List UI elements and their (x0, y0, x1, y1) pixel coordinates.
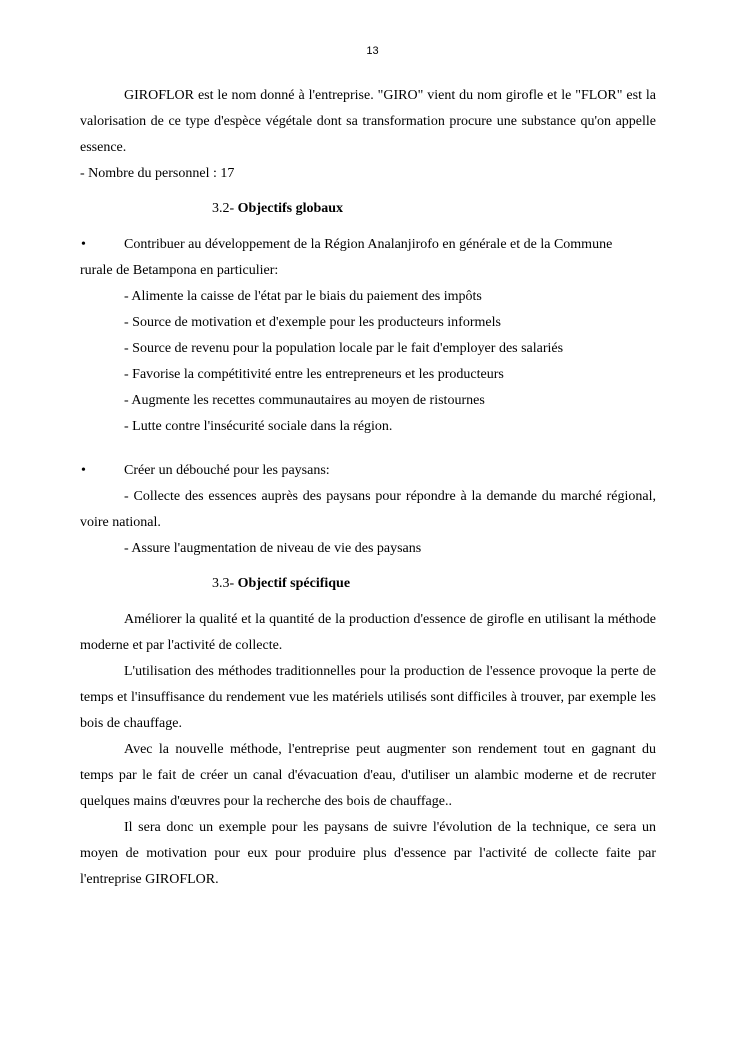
body-paragraph: L'utilisation des méthodes traditionnelles pour la production de l'essence provoque la perte de temps et l'insuffisance du rendement vue les matériels utilisés sont difficiles à trouver, par exemple les bois de chauffage. (80, 664, 656, 731)
section-title: Objectifs globaux (237, 201, 344, 216)
list-item: - Assure l'augmentation de niveau de vie des paysans (124, 541, 422, 556)
bullet-text: Créer un débouché pour les paysans: (124, 463, 330, 478)
bullet-icon: • (81, 237, 86, 252)
list-item: - Augmente les recettes communautaires au moyen de ristournes (124, 393, 485, 408)
staff-count-line: - Nombre du personnel : 17 (80, 166, 235, 181)
bullet-block-outlet (80, 458, 656, 562)
list-item: - Alimente la caisse de l'état par le biais du paiement des impôts (124, 289, 482, 304)
bullet-continuation: rurale de Betampona en particulier: (80, 263, 279, 278)
list-item: - Source de motivation et d'exemple pour les producteurs informels (124, 315, 501, 330)
section-number: 3.2- (212, 201, 238, 216)
bullet-block-development (80, 232, 656, 440)
body-paragraph: Améliorer la qualité et la quantité de la production d'essence de girofle en utilisant la méthode moderne et par l'activité de collecte. (80, 612, 656, 653)
section-heading-3-3 (80, 571, 656, 597)
page-number: 13 (366, 45, 379, 57)
bullet-text: Contribuer au développement de la Région Analanjirofo en générale et de la Commune (124, 237, 613, 252)
section-number: 3.3- (212, 576, 238, 591)
body-paragraph: Il sera donc un exemple pour les paysans de suivre l'évolution de la technique, ce sera un moyen de motivation pour eux pour produire plus d'essence par l'activité de collecte faite par l'entreprise GIROFLOR. (80, 820, 656, 887)
list-item: - Favorise la compétitivité entre les entrepreneurs et les producteurs (124, 367, 504, 382)
list-item: - Lutte contre l'insécurité sociale dans la région. (124, 419, 393, 434)
body-paragraph: Avec la nouvelle méthode, l'entreprise peut augmenter son rendement tout en gagnant du temps par le fait de créer un canal d'évacuation d'eau, d'utiliser un alambic moderne et de recruter quelques mains d'œuvres pour la recherche des bois de chauffage.. (80, 742, 656, 809)
bullet-icon: • (81, 463, 86, 478)
bullet-item (80, 458, 656, 484)
document-body (80, 83, 656, 893)
section-heading-3-2 (80, 196, 656, 222)
intro-paragraph: GIROFLOR est le nom donné à l'entreprise. "GIRO" vient du nom girofle et le "FLOR" est la valorisation de ce type d'espèce végétale dont sa transformation procure une substance qu'on appelle essence. (80, 88, 656, 155)
list-item: - Collecte des essences auprès des paysans pour répondre à la demande du marché régional, voire national. (80, 489, 656, 530)
bullet-item (80, 232, 656, 258)
list-item: - Source de revenu pour la population locale par le fait d'employer des salariés (124, 341, 564, 356)
section-title: Objectif spécifique (237, 576, 351, 591)
